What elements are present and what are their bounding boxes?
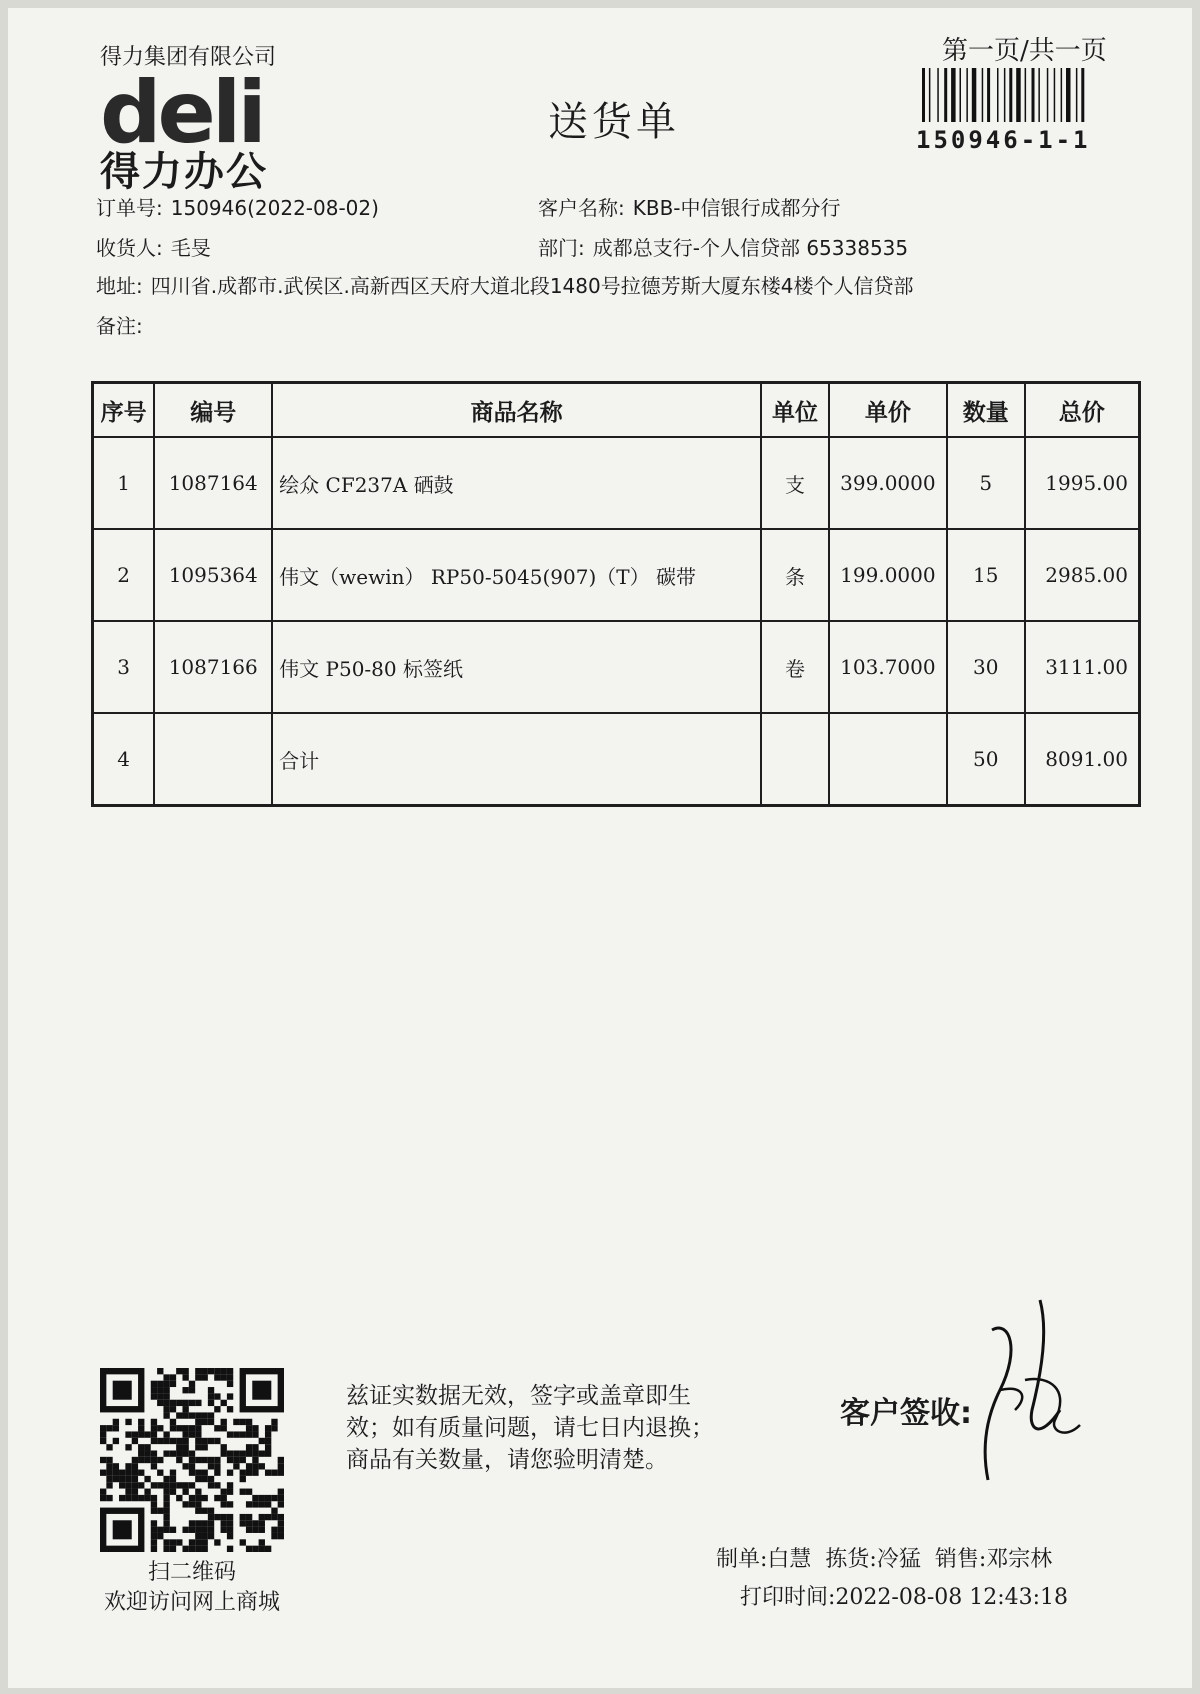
cell-qty: 15 [947, 529, 1025, 621]
table-row [93, 437, 1140, 529]
cell-total: 8091.00 [1025, 713, 1140, 806]
department-field [538, 232, 908, 261]
qr-caption-line-1: 扫二维码 [147, 1560, 236, 1585]
cell-name: 绘众 CF237A 硒鼓 [272, 437, 761, 529]
qr-code[interactable] [100, 1368, 284, 1552]
cell-total: 3111.00 [1025, 621, 1140, 713]
staff-info [716, 1542, 1066, 1573]
customer-sign-label: 客户签收: [840, 1396, 972, 1431]
receiver-label: 收货人: [96, 236, 163, 260]
address-label: 地址: [96, 274, 143, 298]
document-title: 送货单 [548, 99, 680, 145]
notice-text [346, 1380, 766, 1476]
address-field [96, 270, 913, 299]
customer-label: 客户名称: [538, 196, 625, 220]
barcode [920, 68, 1134, 122]
qr-caption [82, 1558, 302, 1618]
cell-unit: 条 [761, 529, 829, 621]
company-name: 得力集团有限公司 [100, 45, 277, 70]
table-header-row [93, 383, 1140, 438]
maker: 制单:白慧 [716, 1547, 812, 1572]
header-seq: 序号 [93, 383, 155, 438]
print-time: 打印时间:2022-08-08 12:43:18 [740, 1585, 1069, 1610]
cell-code: 1087166 [154, 621, 272, 713]
logo-word: deli [100, 63, 263, 163]
handwritten-signature [970, 1290, 1090, 1490]
cell-code: 1095364 [154, 529, 272, 621]
order-number-value: 150946(2022-08-02) [170, 196, 379, 220]
cell-code: 1087164 [154, 437, 272, 529]
notice-line-3: 商品有关数量，请您验明清楚。 [346, 1447, 668, 1473]
customer-field [538, 192, 841, 221]
department-value: 成都总支行-个人信贷部 65338535 [592, 236, 909, 260]
order-number-label: 订单号: [96, 196, 163, 220]
table-row [93, 621, 1140, 713]
cell-name: 伟文（wewin） RP50-5045(907)（T） 碳带 [272, 529, 761, 621]
cell-seq: 1 [93, 437, 155, 529]
deli-logo [100, 63, 268, 195]
order-number-field [96, 192, 379, 221]
cell-seq: 4 [93, 713, 155, 806]
address-value: 四川省.成都市.武侯区.高新西区天府大道北段1480号拉德芳斯大厦东楼4楼个人信贷部 [150, 274, 914, 298]
picker: 拣货:冷猛 [825, 1547, 921, 1572]
cell-unit: 支 [761, 437, 829, 529]
cell-price: 399.0000 [829, 437, 947, 529]
cell-unit [761, 713, 829, 806]
customer-value: KBB-中信银行成都分行 [632, 196, 841, 220]
header-name: 商品名称 [272, 383, 761, 438]
cell-name: 合计 [272, 713, 761, 806]
cell-qty: 50 [947, 713, 1025, 806]
header-code: 编号 [154, 383, 272, 438]
cell-total: 1995.00 [1025, 437, 1140, 529]
table-row [93, 529, 1140, 621]
barcode-number: 150946-1-1 [916, 126, 1091, 154]
table-total-row [93, 713, 1140, 806]
cell-code [154, 713, 272, 806]
cell-unit: 卷 [761, 621, 829, 713]
cell-qty: 5 [947, 437, 1025, 529]
header-qty: 数量 [947, 383, 1025, 438]
header-unit: 单位 [761, 383, 829, 438]
remark-label: 备注: [96, 314, 143, 338]
logo-subtitle: 得力办公 [100, 149, 268, 195]
header-total: 总价 [1025, 383, 1140, 438]
cell-qty: 30 [947, 621, 1025, 713]
seller: 销售:邓宗林 [934, 1547, 1053, 1572]
receiver-field [96, 232, 211, 261]
cell-price [829, 713, 947, 806]
department-label: 部门: [538, 236, 585, 260]
notice-line-1: 兹证实数据无效，签字或盖章即生 [346, 1383, 691, 1409]
cell-name: 伟文 P50-80 标签纸 [272, 621, 761, 713]
cell-seq: 3 [93, 621, 155, 713]
qr-caption-line-2: 欢迎访问网上商城 [103, 1590, 280, 1615]
cell-price: 103.7000 [829, 621, 947, 713]
items-table [91, 381, 1141, 807]
receiver-value: 毛旻 [170, 236, 211, 260]
cell-seq: 2 [93, 529, 155, 621]
cell-price: 199.0000 [829, 529, 947, 621]
header-price: 单价 [829, 383, 947, 438]
remark-field [96, 310, 151, 339]
cell-total: 2985.00 [1025, 529, 1140, 621]
notice-line-2: 效；如有质量问题，请七日内退换； [346, 1415, 714, 1441]
page-info: 第一页/共一页 [942, 36, 1107, 66]
